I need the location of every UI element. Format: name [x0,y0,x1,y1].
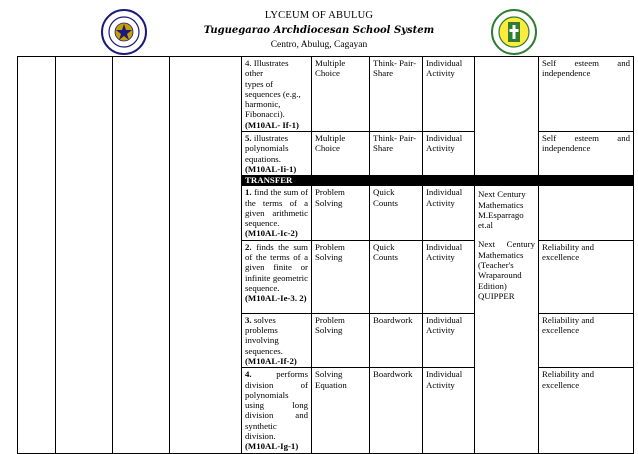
competency-cell [242,57,312,132]
competency-line: types of [245,78,274,89]
values-cell [539,186,634,240]
competency-number: 2. [245,241,252,252]
competency-code: (M10AL-Ie-3. 2) [245,293,307,304]
school-address: Centro, Abulug, Cagayan [270,40,368,50]
values-cell: Reliability and excellence [539,313,634,367]
competency-code: (M10AL-If-2) [245,355,297,366]
resources-cell [475,186,539,453]
competency-text: solves problems involving sequences. [245,314,283,356]
competency-text: find the sum of the terms of a given arithmetic sequence. [245,187,308,229]
resource-item: Next Century Mathematics M.Esparrago et.al [478,189,526,231]
competency-cell [242,186,312,240]
values-cell: Reliability and excellence [539,240,634,313]
competency-number: 5. [245,133,252,144]
grouping-cell: Individual Activity [423,186,475,240]
activity-cell: Boardwork [370,313,423,367]
activity-cell: Think- Pair- Share [370,132,423,176]
competency-number: 4. [245,369,252,380]
table-row [18,57,634,132]
competency-cell [242,240,312,313]
competency-cell [242,132,312,176]
grouping-cell: Individual Activity [423,240,475,313]
values-cell: Reliability and excellence [539,368,634,453]
values-cell: Self esteem and independence [539,57,634,132]
competency-number: 1. [245,187,252,198]
activity-cell: Quick Counts [370,240,423,313]
strategy-cell: Multiple Choice [312,57,370,132]
competency-text: finds the sum of the terms of a given finite or infinite geometric sequence. [245,241,309,293]
grouping-cell: Individual Activity [423,132,475,176]
competency-cell [242,368,312,453]
values-cell: Self esteem and independence [539,132,634,176]
competency-number: 3. [245,314,252,325]
competency-line: sequences (e.g., [245,88,301,99]
resource-item: Next Century Mathematics (Teacher's Wraparound Edition) [478,239,535,291]
empty-cell [18,57,56,454]
activity-cell: Quick Counts [370,186,423,240]
curriculum-table [17,56,634,454]
competency-code: (M10AL-Ii-1) [245,163,297,174]
competency-code: (M10AL-Ic-2) [245,228,298,239]
school-system: Tuguegarao Archdiocesan School System [203,25,435,36]
competency-text: performs division of polynomials using long division and synthetic division. [245,369,308,442]
school-name: LYCEUM OF ABULUG [264,10,374,21]
document-header [0,0,638,57]
grouping-cell: Individual Activity [423,313,475,367]
competency-line: Fibonacci). [245,109,285,120]
activity-cell: Boardwork [370,368,423,453]
competency-code: (M10AL-Ig-1) [245,441,299,452]
grouping-cell: Individual Activity [423,368,475,453]
empty-cell [113,57,170,454]
resource-item: QUIPPER [478,290,515,301]
competency-line: harmonic, [245,99,281,110]
grouping-cell: Individual Activity [423,57,475,132]
strategy-cell: Problem Solving [312,240,370,313]
competency-line-split [245,79,308,89]
empty-cell [170,57,242,454]
section-label: TRANSFER [242,176,634,186]
activity-cell: Think- Pair- Share [370,57,423,132]
empty-cell [475,57,539,176]
strategy-cell: Multiple Choice [312,132,370,176]
strategy-cell: Problem Solving [312,313,370,367]
competency-cell [242,313,312,367]
competency-line: 4. Illustrates other [245,58,289,79]
strategy-cell: Problem Solving [312,186,370,240]
competency-code: (M10AL- If-1) [245,119,299,130]
competency-text: illustrates polynomials equations. [245,133,289,164]
empty-cell [56,57,113,454]
strategy-cell: Solving Equation [312,368,370,453]
